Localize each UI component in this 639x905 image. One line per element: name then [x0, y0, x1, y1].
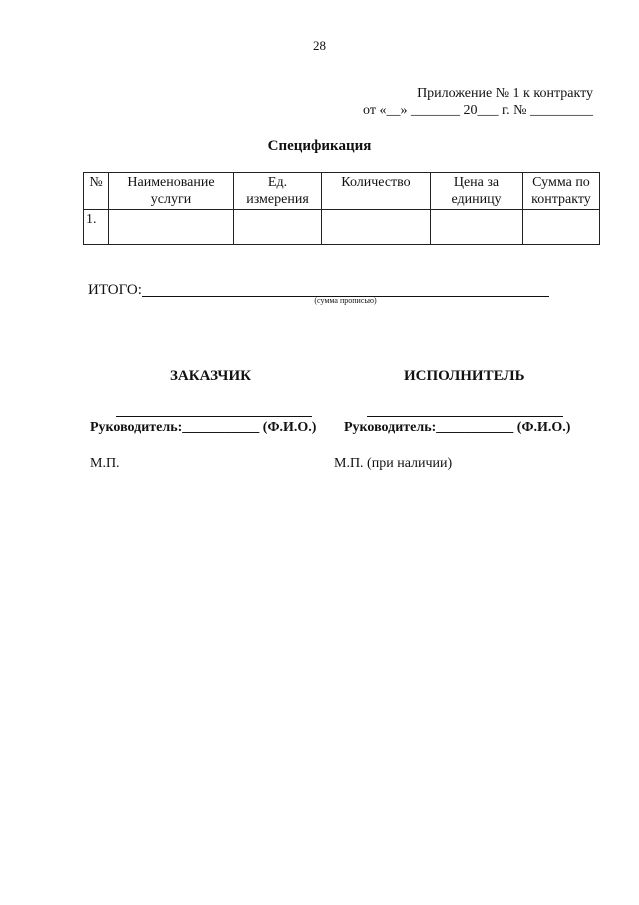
total-label: ИТОГО: [88, 282, 142, 298]
column-header-contract-sum: Сумма по контракту [523, 173, 600, 210]
contractor-title: ИСПОЛНИТЕЛЬ [404, 368, 525, 384]
column-header-service-name: Наименование услуги [109, 173, 234, 210]
appendix-title: Приложение № 1 к контракту [417, 86, 593, 101]
table-cell-contract-sum [523, 210, 600, 245]
specification-title: Спецификация [267, 138, 372, 154]
table-row [84, 210, 600, 245]
appendix-date-line: от «__» _______ 20___ г. № _________ [363, 103, 593, 118]
customer-signature-line [116, 416, 312, 417]
page-number: 28 [313, 38, 326, 53]
customer-title: ЗАКАЗЧИК [170, 368, 251, 384]
table-cell-unit-price [431, 210, 523, 245]
contractor-signature-line [367, 416, 563, 417]
contractor-stamp-place: М.П. (при наличии) [334, 456, 453, 471]
table-cell-quantity [322, 210, 431, 245]
specification-table [83, 172, 600, 245]
table-cell-unit [234, 210, 322, 245]
contractor-head-signature: Руководитель:___________ (Ф.И.О.) [344, 420, 571, 435]
table-cell-number: 1. [84, 210, 109, 245]
table-header-row [84, 173, 600, 210]
column-header-quantity: Количество [322, 173, 431, 210]
table-cell-service-name [109, 210, 234, 245]
column-header-number: № [84, 173, 109, 210]
customer-head-signature: Руководитель:___________ (Ф.И.О.) [90, 420, 317, 435]
customer-stamp-place: М.П. [90, 456, 120, 471]
column-header-unit: Ед. измерения [234, 173, 322, 210]
column-header-unit-price: Цена за единицу [431, 173, 523, 210]
total-amount-hint: (сумма прописью) [314, 296, 377, 305]
